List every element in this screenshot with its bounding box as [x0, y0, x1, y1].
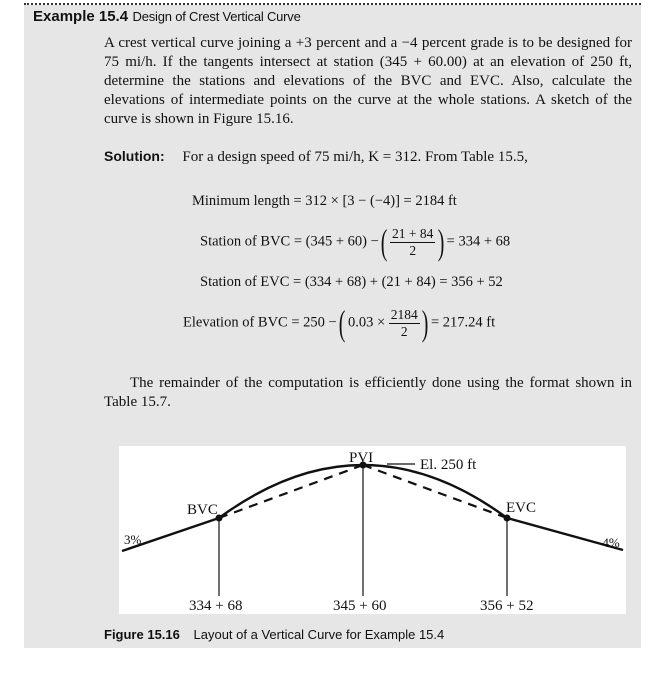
- figure-vertical-curve: [119, 446, 626, 614]
- equation-station-bvc: [200, 224, 510, 260]
- remainder-paragraph: The remainder of the computation is efficiently done using the format shown in Table 15.7.: [104, 375, 632, 410]
- example-number: Example 15.4: [33, 8, 129, 25]
- left-paren: (: [381, 222, 388, 262]
- solution-line: [104, 148, 528, 166]
- example-heading: [33, 8, 301, 26]
- eq2-denominator: 2: [409, 242, 417, 258]
- eq4-inner: 0.03 ×: [347, 314, 386, 331]
- left-tangent-dashed: [219, 465, 363, 518]
- right-paren: ): [422, 303, 429, 343]
- eq4-denominator: 2: [400, 323, 408, 339]
- eq2-fraction: [390, 226, 435, 259]
- evc-label: EVC: [506, 500, 536, 516]
- right-paren: ): [437, 222, 445, 262]
- eq4-numerator: 2184: [390, 306, 418, 322]
- solution-intro: For a design speed of 75 mi/h, K = 312. From Table 15.5,: [182, 149, 528, 165]
- problem-statement: A crest vertical curve joining a +3 percent and a −4 percent grade is to be designed for 75 mi/h. If the tangents intersect at station (345 + 60.00) at an elevation of 250 ft, determine the stations and elevations of the BVC and EVC. Also, calculate the elevations of intermediate points on the curve at the whole stations. A sketch of the curve is shown in Figure 15.16.: [104, 35, 632, 127]
- figure-caption: [104, 627, 444, 642]
- elevation-label: El. 250 ft: [420, 457, 477, 473]
- eq2-numerator: 21 + 84: [392, 225, 434, 241]
- eq2-right: = 334 + 68: [446, 233, 511, 250]
- left-grade-label: 3%: [124, 532, 142, 547]
- vertical-curve-diagram: [119, 446, 626, 614]
- eq4-fraction: [389, 307, 420, 340]
- pvi-label: PVI: [349, 450, 374, 466]
- left-paren: (: [339, 303, 346, 343]
- top-rule: [24, 3, 641, 5]
- equation-elevation-bvc: [183, 305, 495, 341]
- caption-number: Figure 15.16: [104, 627, 180, 642]
- solution-label: Solution:: [104, 148, 165, 164]
- station-bvc-label: 334 + 68: [189, 598, 243, 614]
- eq2-left: Station of BVC = (345 + 60) −: [200, 233, 379, 250]
- station-pvi-label: 345 + 60: [333, 598, 387, 614]
- example-title: Design of Crest Vertical Curve: [132, 9, 301, 24]
- equation-station-evc: Station of EVC = (334 + 68) + (21 + 84) = 356 + 52: [200, 274, 503, 290]
- bvc-label: BVC: [187, 502, 218, 518]
- eq4-right: = 217.24 ft: [431, 314, 496, 331]
- eq4-left: Elevation of BVC = 250 −: [183, 314, 337, 331]
- equation-min-length: Minimum length = 312 × [3 − (−4)] = 2184 ft: [192, 193, 457, 209]
- station-evc-label: 356 + 52: [480, 598, 534, 614]
- caption-text: Layout of a Vertical Curve for Example 15.4: [193, 627, 445, 642]
- right-grade-label: -4%: [598, 535, 620, 550]
